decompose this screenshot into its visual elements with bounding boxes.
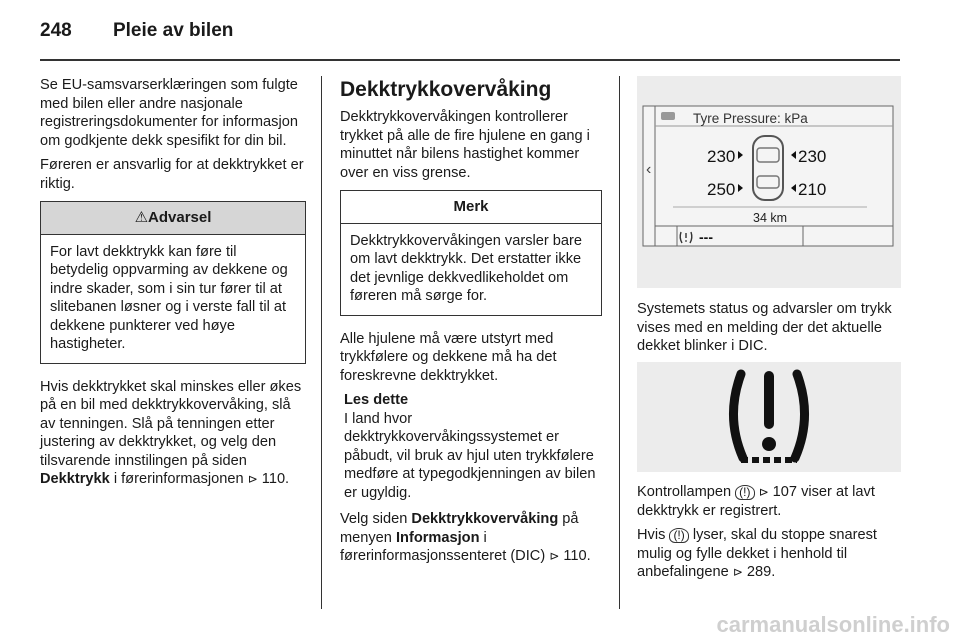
status-dashes: --- (699, 229, 713, 245)
tire-front-right: 230 (798, 147, 827, 166)
paragraph-sensors: Alle hjulene må være utstyrt med trykkfølere og dekkene må ha det foreskrevne dekktrykket. (340, 330, 557, 384)
back-chevron-icon: ‹ (646, 161, 652, 178)
column-2 (340, 76, 602, 572)
page-ref-link[interactable]: 107 viser at lavt dekktrykk er registrert. (637, 484, 875, 519)
page-ref-arrow-icon: ⊳ (732, 565, 743, 579)
tire-rear-right: 210 (798, 180, 827, 199)
paragraph-eu-declaration: Se EU-samsvarserklæringen som fulgte med bilen eller andre nasjonale registreringsdokumenter for informasjon om godkjente dekk spesifikt for din bil. (40, 77, 298, 149)
paragraph-status-messages: Systemets status og advarsler om trykk vises med en melding der det aktuelle dekket blinker i DIC. (637, 301, 892, 354)
column-3-lower (637, 483, 901, 588)
dic-display-figure (637, 76, 901, 288)
page-ref-link[interactable]: 110. (559, 548, 591, 564)
distance-readout: 34 km (753, 211, 788, 225)
page-number: 248 (40, 20, 72, 41)
warning-box (40, 201, 306, 364)
watermark: carmanualsonline.info (716, 612, 950, 637)
warning-header (41, 202, 305, 235)
menu-term-information: Informasjon (395, 529, 480, 546)
warning-text: For lavt dekktrykk kan føre til betydelig oppvarming av dekkene og indre skader, som i sin tur fører til at slitebanen løsner og i verste fall til at dekkene punkterer ved høye hastigheter. (50, 243, 288, 352)
tire-front-left: 230 (707, 147, 736, 166)
tpms-inline-icon: (!) (735, 485, 754, 500)
column-divider-2 (619, 76, 620, 609)
paragraph-select-page: Velg siden Dekktrykkovervåking på menyen Informasjon i førerinformasjonssenteret (DIC) ⊳ 110. (340, 511, 591, 564)
column-divider-1 (321, 76, 322, 609)
page-ref-arrow-icon: ⊳ (549, 549, 560, 563)
display-title: Tyre Pressure: kPa (693, 111, 808, 126)
menu-term-dekktrykk: Dekktrykk (40, 471, 110, 487)
warning-title: Advarsel (148, 209, 212, 226)
paragraph-driver-responsibility: Føreren er ansvarlig for at dekktrykket er riktig. (40, 157, 304, 192)
read-this-text: I land hvor dekktrykkovervåkingssystemet er påbudt, vil bruk av hjul uten trykkfølere medføre at typegodkjenningen av bilen er ugyldig. (344, 410, 596, 501)
tpms-lamp-figure (637, 362, 901, 472)
note-text: Dekktrykkovervåkingen varsler bare om lavt dekktrykk. Det erstatter ikke det jevnlige dekkvedlikeholdet om føreren må sørge for. (350, 232, 582, 304)
dic-display-svg (637, 76, 901, 288)
chapter-title: Pleie av bilen (112, 20, 234, 41)
car-settings-icon (661, 112, 675, 120)
tpms-inline-icon: (!) (669, 528, 688, 543)
column-1 (40, 76, 306, 495)
column-3 (637, 300, 901, 362)
paragraph-monitoring-intro: Dekktrykkovervåkingen kontrollerer trykket på alle de fire hjulene en gang i minuttet når bilens hastighet kommer over en viss grense. (340, 109, 590, 181)
page-ref-arrow-icon: ⊳ (247, 472, 258, 486)
page-ref-link[interactable]: 110. (257, 471, 290, 487)
note-box (340, 190, 602, 316)
section-heading: Dekktrykkovervåking (340, 78, 552, 101)
header-rule (40, 59, 900, 61)
tire-rear-left: 250 (707, 180, 736, 199)
warning-icon: ⚠ (134, 209, 149, 226)
read-this-block (340, 391, 602, 502)
paragraph-lamp-action: Hvis (!) lyser, skal du stoppe snarest mulig og fylle dekket i henhold til anbefalingene ⊳ 289. (637, 527, 877, 580)
page-header (40, 20, 233, 42)
menu-term-monitoring: Dekktrykkovervåking (411, 511, 559, 527)
paragraph-adjust-pressure: Hvis dekktrykket skal minskes eller økes på en bil med dekktrykkovervåking, slå av tenningen. Slå på tenningen etter justering av dekktrykket, og velg den tilsvarende innstilingen på siden Dekktrykk i førerinformasjonen ⊳ 110. (40, 378, 302, 487)
page-ref-arrow-icon: ⊳ (758, 485, 769, 499)
tpms-warning-lamp-icon (637, 362, 901, 472)
read-this-title: Les dette (344, 392, 409, 408)
paragraph-lamp-meaning: Kontrollampen (!) ⊳ 107 viser at lavt dekktrykk er registrert. (637, 484, 875, 519)
page-ref-link[interactable]: 289. (742, 564, 776, 580)
note-title: Merk (341, 191, 601, 224)
